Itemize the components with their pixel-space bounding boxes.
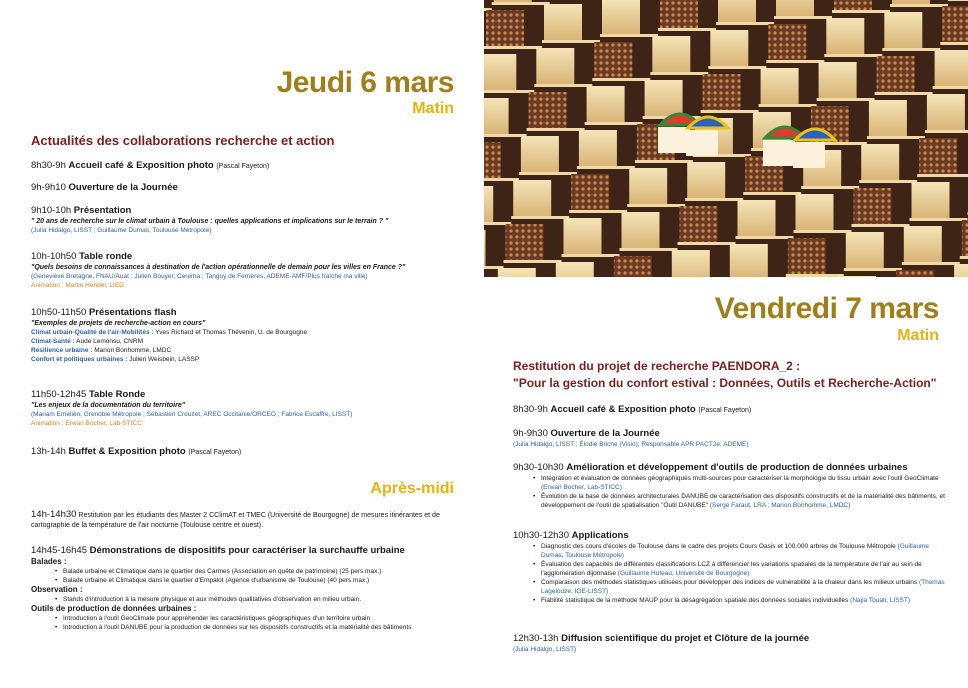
facade-panel: [484, 230, 486, 266]
balcony-rail: [562, 254, 620, 257]
section-title-friday-2: "Pour la gestion du confort estival : Données, Outils et Recherche-Action": [513, 376, 937, 390]
facade-panel: [672, 250, 710, 277]
balcony-rail: [534, 84, 592, 87]
facade-panel: [796, 194, 834, 230]
facade-panel: [629, 168, 667, 204]
facade-panel: [680, 206, 718, 242]
facade-panel: [730, 244, 768, 277]
facade-panel: [788, 238, 826, 274]
balcony-rail: [577, 166, 635, 169]
balcony-box: [686, 130, 718, 156]
list-item: • Fiabilité statistique de la méthode MAUP pour la désagrégation spatiale des données sociales individuelles (Najla Touati, LISST): [541, 596, 953, 605]
period-morning-friday: Matin: [897, 327, 939, 344]
balcony-rail: [627, 204, 685, 207]
balcony-rail: [736, 236, 794, 239]
facade-panel: [594, 42, 632, 78]
balcony-rail: [650, 72, 708, 75]
balcony-rail: [917, 174, 968, 177]
facade-panel: [564, 218, 602, 254]
day-title-thursday: Jeudi 6 mars: [276, 66, 454, 99]
balcony-rail: [484, 134, 527, 137]
flash-item: Résilience urbaine : Marion Bonhomme, LMDC: [31, 347, 172, 354]
facade-panel: [484, 142, 501, 178]
balcony-rail: [867, 136, 925, 139]
slot-round-table-1: 10h-10h50 Table ronde "Quels besoins de connaissances à destination de l'action opérationnelle de demain pour les villes en France ?" (Geneviève Bretagne, FNAU/Auat ; Julien Bouyer, Cerema ; Tanguy de Ferrières, ADEME-AMF/Plus fraîche ma ville) Animation : Martin Hendel, LIED: [31, 251, 406, 289]
balcony-box: [658, 127, 690, 153]
flash-item: Climat urbain-Qualité de l'air-Mobilités : Yves Richard et Thomas Thévenin, U. de Bourgogne: [31, 329, 308, 336]
balcony-rail: [875, 92, 933, 95]
balcony-box: [793, 142, 825, 168]
list-item: • Comparaison des méthodes statistiques utilisées pour développer des indices de vulnérabilité à la chaleur dans les milieux urbains (Thomas Lagelouze, IGE-LISST): [541, 578, 953, 596]
facade-panel: [710, 30, 748, 66]
balcony-rail: [766, 60, 824, 63]
facade-panel: [544, 4, 582, 40]
balcony-rail: [569, 210, 627, 213]
balcony-rail: [635, 160, 693, 163]
section-title-thursday: Actualités des collaborations recherche et action: [31, 133, 335, 148]
balcony-rail: [542, 40, 600, 43]
facade-panel: [718, 0, 756, 22]
facade-panel: [761, 68, 799, 104]
facade-panel: [819, 62, 857, 98]
facade-panel: [954, 264, 968, 277]
balcony-rail: [824, 54, 882, 57]
balcony-rail: [527, 128, 585, 131]
balcony-rail: [701, 110, 759, 113]
facade-panel: [861, 144, 899, 180]
list-item: • Évolution de la base de données architecturales DANUBE de caractérisation des dispositifs constructifs et de la matérialité des bâtiments, et développement de l'outil de spatialisation "Outil DANUBE" (Serge Faraut, LRA ; Marion Bonhomme, LMDC): [541, 492, 953, 510]
balcony-rail: [925, 130, 968, 133]
balcony-rail: [890, 4, 948, 7]
slot-closing: 12h30-13h Diffusion scientifique du projet et Clôture de la journée (Julia Hidalgo, LISST): [513, 633, 810, 653]
facade-panel: [587, 86, 625, 122]
facade-panel: [652, 36, 690, 72]
balcony-rail: [743, 192, 801, 195]
section-title-friday-1: Restitution du projet de recherche PAENDORA_2 :: [513, 359, 801, 373]
slot-demonstrations: 14h45-16h45 Démonstrations de dispositifs pour caractériser la surchauffe urbaine Balades : • Balade urbaine et Climatique dans le quartier des Carmes (Association en quête de patrimoine) (25 pers max.) • Balade urbaine et Climatique dans le quartier d'Empalot (Agence d'urbanisme de Toulouse) (40 pers max.) Observation : • Stands d'introduction à la mesure physique et aux méthodes qualitatives d'observation en milieu urbain. Outils de production de données urbaines : • Introduction à l'outil GeoClimate pour appréhender les caractéristiques géographiques d'un territoire urbain • Introduction à l'outil DANUBE pour la production de données sur les dispositifs constructifs et la matérialité des bâtiments: [31, 545, 463, 632]
balcony-box: [763, 140, 795, 166]
facade-panel: [927, 94, 965, 130]
balcony-rail: [852, 224, 910, 227]
facade-panel: [854, 188, 892, 224]
balcony-rail: [716, 22, 774, 25]
facade-panel: [869, 100, 907, 136]
list-item: • Introduction à l'outil GeoClimate pour appréhender les caractéristiques géographiques d'un territoire urbain: [63, 614, 463, 623]
facade-panel: [513, 180, 551, 216]
flash-item: Climat-Santé : Aude Lemonsu, CNRM: [31, 338, 143, 345]
facade-panel: [738, 200, 776, 236]
facade-panel: [529, 92, 567, 128]
facade-panel: [602, 0, 640, 34]
balcony-rail: [844, 268, 902, 271]
facade-panel: [776, 0, 814, 16]
balcony-rail: [484, 46, 542, 49]
facade-panel: [486, 10, 524, 46]
balcony-rail: [832, 10, 890, 13]
balcony-rail: [504, 260, 562, 263]
facade-panel: [484, 186, 493, 222]
facade-panel: [846, 232, 884, 268]
facade-panel: [645, 80, 683, 116]
balcony-rail: [940, 42, 968, 45]
balcony-rail: [933, 86, 968, 89]
facade-panel: [622, 212, 660, 248]
balcony-rail: [658, 28, 716, 31]
balcony-rail: [519, 172, 577, 175]
building-facade-photo: [484, 0, 968, 277]
facade-panel: [556, 262, 594, 277]
list-item: • Stands d'introduction à la mesure physique et aux méthodes qualitatives d'observation en milieu urbain.: [63, 595, 463, 604]
facade-panel: [703, 74, 741, 110]
facade-panel: [494, 0, 532, 2]
slot-lunch: 13h-14h Buffet & Exposition photo (Pascal Fayeton): [31, 446, 242, 457]
facade-panel: [660, 0, 698, 28]
list-item: • Balade urbaine et Climatique dans le quartier des Carmes (Association en quête de patrimoine) (25 pers max.): [63, 567, 463, 576]
list-item: • Diagnostic des cours d'écoles de Toulouse dans le cadre des projets Cours Oasis et 100.000 arbres de Toulouse Métropole (Guillaume Dumas, Toulouse Métropole): [541, 542, 953, 560]
period-afternoon: Après-midi: [370, 480, 454, 497]
balcony-rail: [484, 90, 534, 93]
slot-opening-friday: 9h-9h30 Ouverture de la Journée (Julia Hidalgo, LISST ; Élodie Briche (Visio), Responsable APR PACT2e, ADEME): [513, 428, 749, 448]
list-item: • Balade urbaine et Climatique dans le quartier d'Empalot (Agence d'urbanisme de Toulouse) (40 pers max.): [63, 576, 463, 585]
flash-item: Confort et politiques urbaines : Julien Weisbein, LASSP: [31, 356, 200, 363]
facade-panel: [896, 270, 934, 277]
facade-panel: [904, 226, 942, 262]
facade-panel: [484, 54, 516, 90]
period-morning-thursday: Matin: [412, 100, 454, 117]
balcony-rail: [801, 186, 859, 189]
facade-illustration: [484, 0, 968, 277]
balcony-rail: [592, 78, 650, 81]
balcony-rail: [678, 242, 736, 245]
slot-opening: 9h-9h10 Ouverture de la Journée: [31, 182, 178, 193]
slot-tools: 9h30-10h30 Amélioration et développement d'outils de production de données urbaines • Intégration et évaluation de données géographiques multi-sources pour caractériser la morphologie du tissu urbain avec l'outil GeoClimate (Erwan Bocher, Lab-STICC) • Évolution de la base de données architecturales DANUBE de caractérisation des dispositifs constructifs et de la matérialité des bâtiments, et développement de l'outil de spatialisation "Outil DANUBE" (Serge Faraut, LRA ; Marion Bonhomme, LMDC): [513, 462, 953, 510]
facade-panel: [614, 256, 652, 277]
balcony-rail: [685, 198, 743, 201]
facade-panel: [826, 18, 864, 54]
facade-panel: [687, 162, 725, 198]
slot-applications: 10h30-12h30 Applications • Diagnostic des cours d'écoles de Toulouse dans le cadre des projets Cours Oasis et 100.000 arbres de Toulouse Métropole (Guillaume Dumas, Toulouse Métropole) • Évaluation des capacités de différentes classifications LCZ à différencier les variations spatiales de la température de l'air au sein de l'agglomération dijonnaise (Guillaume Huteau, Université de Bourgogne) • Comparaison des méthodes statistiques utilisées pour développer des indices de vulnérabilité à la chaleur dans les milieux urbains (Thomas Lagelouze, IGE-LISST) • Fiabilité statistique de la méthode MAUP pour la désagrégation spatiale des données sociales individuelles (Najla Touati, LISST): [513, 530, 953, 605]
facade-panel: [912, 182, 950, 218]
balcony-rail: [492, 2, 550, 5]
facade-panel: [942, 6, 968, 42]
balcony-rail: [859, 180, 917, 183]
balcony-rail: [910, 218, 968, 221]
facade-panel: [506, 224, 544, 260]
facade-panel: [935, 50, 968, 86]
balcony-rail: [620, 248, 678, 251]
balcony-rail: [902, 262, 960, 265]
slot-presentation: 9h10-10h Présentation " 20 ans de recherche sur le climat urbain à Toulouse : quelles applications et implications sur le terrain ? " (Julia Hidalgo, LISST ; Guillaume Dumas, Toulouse Métropole): [31, 205, 389, 234]
facade-panel: [919, 138, 957, 174]
balcony-rail: [794, 230, 852, 233]
facade-panel: [521, 136, 559, 172]
balcony-rail: [817, 98, 875, 101]
list-item: • Intégration et évaluation de données géographiques multi-sources pour caractériser la morphologie du tissu urbain avec l'outil GeoClimate (Erwan Bocher, Lab-STICC): [541, 474, 953, 492]
slot-students: 14h-14h30 Restitution par les étudiants des Master 2 CClimAT et TMEC (Université de Bourgogne) de mesures itinérantes et de cartographie de la température de l'air nocturne (Toulouse centre et ouest).: [31, 509, 440, 529]
facade-panel: [484, 98, 509, 134]
slot-welcome-friday: 8h30-9h Accueil café & Exposition photo (Pascal Fayeton): [513, 404, 752, 415]
facade-panel: [877, 56, 915, 92]
balcony-rail: [948, 0, 968, 1]
balcony-rail: [882, 48, 940, 51]
facade-panel: [838, 276, 876, 277]
right-page: [484, 0, 968, 688]
slot-round-table-2: 11h50-12h45 Table Ronde "Les enjeux de la documentation du territoire" (Mariam Emelien, Grenoble Métropole ; Sébastien Crouzet, AREC Occitanie/ORCEO ; Fabrice Escaffre, LISST) Animation : Erwan Bocher, Lab-STICC: [31, 389, 353, 427]
facade-panel: [962, 220, 968, 256]
slot-welcome: 8h30-9h Accueil café & Exposition photo (Pascal Fayeton): [31, 160, 270, 171]
balcony-rail: [600, 34, 658, 37]
balcony-rail: [759, 104, 817, 107]
balcony-rail: [708, 66, 766, 69]
day-title-friday: Vendredi 7 mars: [714, 292, 939, 325]
facade-panel: [768, 24, 806, 60]
balcony-rail: [511, 216, 569, 219]
facade-panel: [834, 0, 872, 10]
facade-panel: [536, 48, 574, 84]
facade-panel: [498, 268, 536, 277]
list-item: • Évaluation des capacités de différentes classifications LCZ à différencier les variations spatiales de la température de l'air au sein de l'agglomération dijonnaise (Guillaume Huteau, Université de Bourgogne): [541, 560, 953, 578]
facade-panel: [892, 0, 930, 4]
balcony-rail: [786, 274, 844, 277]
slot-flash: 10h50-11h50 Présentations flash "Exemples de projets de recherche-action en cours" Climat urbain-Qualité de l'air-Mobilités : Yves Richard et Thomas Thévenin, U. de Bourgogne Climat-Santé : Aude Lemonsu, CNRM Résilience urbaine : Marion Bonhomme, LMDC Confort et politiques urbaines : Julien Weisbein, LASSP: [31, 307, 461, 364]
facade-panel: [884, 12, 922, 48]
balcony-rail: [960, 256, 968, 259]
facade-panel: [571, 174, 609, 210]
list-item: • Introduction à l'outil DANUBE pour la production de données sur les dispositifs constructifs et la matérialité des bâtiments: [63, 623, 463, 632]
balcony-rail: [585, 122, 643, 125]
balcony-rail: [774, 16, 832, 19]
facade-panel: [579, 130, 617, 166]
